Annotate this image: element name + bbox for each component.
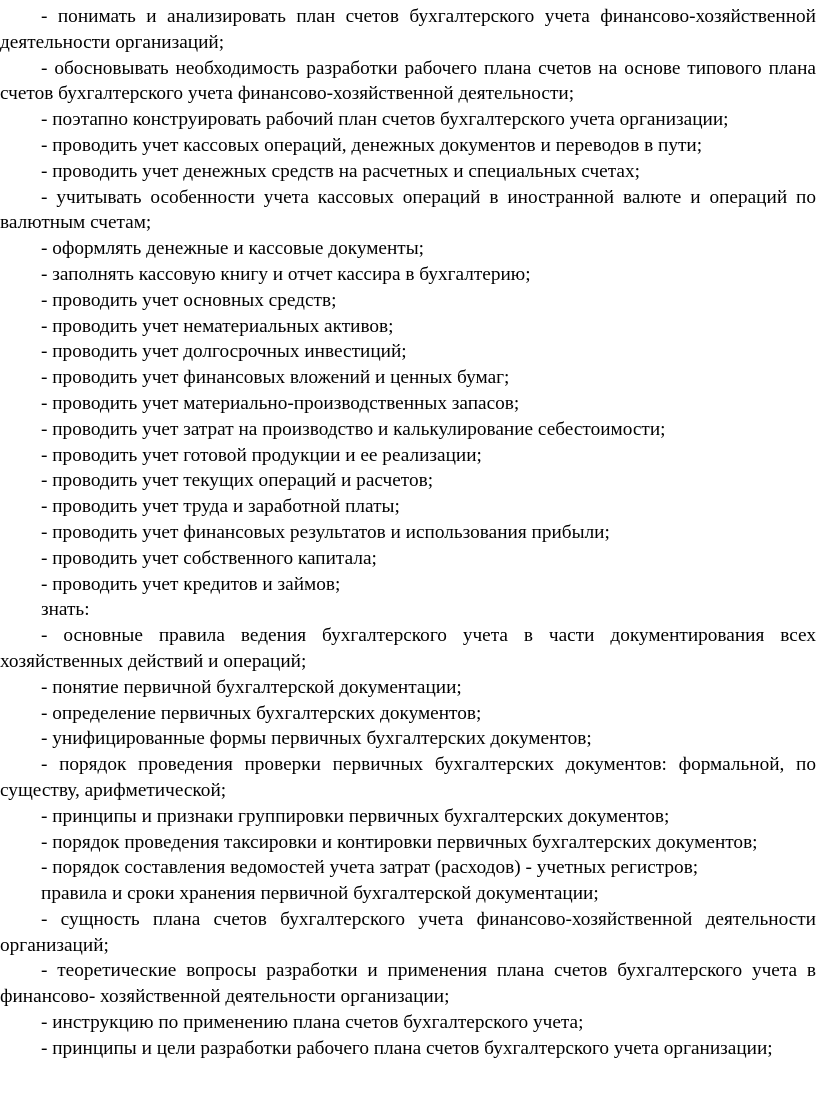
list-item: - понимать и анализировать план счетов бухгалтерского учета финансово-хозяйственной деятельности организаций; xyxy=(0,6,816,53)
list-item: - принципы и признаки группировки первичных бухгалтерских документов; xyxy=(41,805,670,827)
list-item: - порядок проведения таксировки и контировки первичных бухгалтерских документов; xyxy=(41,831,758,853)
list-item: - основные правила ведения бухгалтерского учета в части документирования всех хозяйственных действий и операций; xyxy=(0,625,816,672)
list-item: - проводить учет кредитов и займов; xyxy=(41,573,341,595)
list-item: - понятие первичной бухгалтерской документации; xyxy=(41,676,462,698)
list-item: - определение первичных бухгалтерских документов; xyxy=(41,702,482,724)
list-item: - обосновывать необходимость разработки рабочего плана счетов на основе типового плана счетов бухгалтерского учета финансово-хозяйственной деятельности; xyxy=(0,57,816,105)
section-heading-know: знать: xyxy=(41,599,90,621)
list-item: - проводить учет готовой продукции и ее реализации; xyxy=(41,444,482,466)
list-item: - теоретические вопросы разработки и применения плана счетов бухгалтерского учета в финансово- хозяйственной деятельности организации; xyxy=(0,960,816,1008)
list-item: - проводить учет нематериальных активов; xyxy=(41,315,394,337)
list-item: - заполнять кассовую книгу и отчет кассира в бухгалтерию; xyxy=(41,263,531,285)
list-item: - проводить учет долгосрочных инвестиций; xyxy=(41,341,407,363)
list-item: - оформлять денежные и кассовые документы; xyxy=(41,238,425,260)
list-item: правила и сроки хранения первичной бухгалтерской документации; xyxy=(41,883,599,905)
list-item: - проводить учет труда и заработной платы; xyxy=(41,496,400,518)
list-item: - порядок составления ведомостей учета затрат (расходов) - учетных регистров; xyxy=(41,857,699,879)
list-item: - проводить учет собственного капитала; xyxy=(41,547,377,569)
list-item: - проводить учет финансовых вложений и ценных бумаг; xyxy=(41,367,510,389)
list-item: - проводить учет материально-производственных запасов; xyxy=(41,392,520,414)
list-item: - проводить учет денежных средств на расчетных и специальных счетах; xyxy=(41,160,640,182)
list-item: - учитывать особенности учета кассовых операций в иностранной валюте и операций по валютным счетам; xyxy=(0,186,816,234)
list-item: - инструкцию по применению плана счетов бухгалтерского учета; xyxy=(41,1012,584,1034)
list-item: - унифицированные формы первичных бухгалтерских документов; xyxy=(41,728,592,750)
list-item: - проводить учет финансовых результатов и использования прибыли; xyxy=(41,521,610,543)
list-item: - принципы и цели разработки рабочего плана счетов бухгалтерского учета организации; xyxy=(41,1037,773,1059)
list-item: - проводить учет основных средств; xyxy=(41,289,337,311)
list-item: - порядок проведения проверки первичных бухгалтерских документов: формальной, по существу, арифметической; xyxy=(0,754,816,801)
list-item: - проводить учет текущих операций и расчетов; xyxy=(41,470,434,492)
list-item: - поэтапно конструировать рабочий план счетов бухгалтерского учета организации; xyxy=(41,109,729,131)
list-item: - проводить учет кассовых операций, денежных документов и переводов в пути; xyxy=(41,134,703,156)
list-item: - сущность плана счетов бухгалтерского учета финансово-хозяйственной деятельности организаций; xyxy=(0,908,816,956)
list-item: - проводить учет затрат на производство и калькулирование себестоимости; xyxy=(41,418,666,440)
